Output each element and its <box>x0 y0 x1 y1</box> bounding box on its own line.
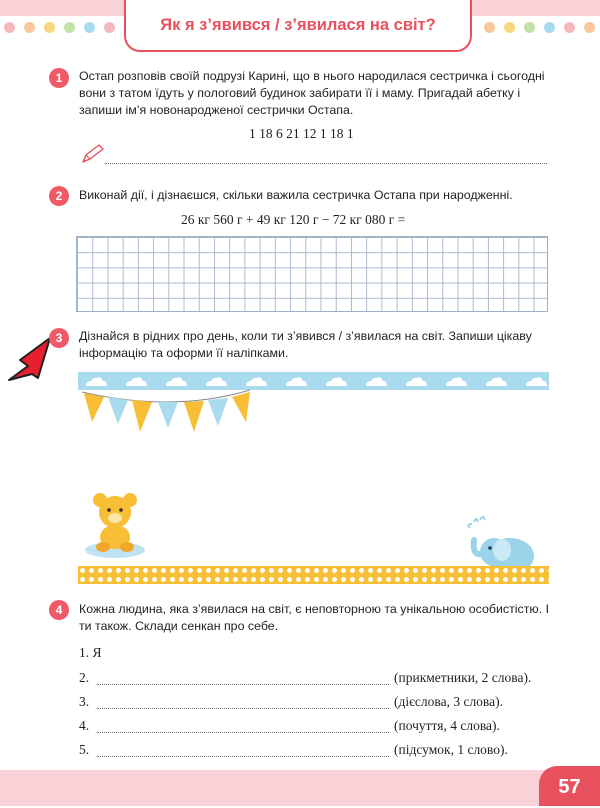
task-1-number: 1 <box>49 68 69 88</box>
header-strip <box>0 0 600 52</box>
dotted-ribbon <box>78 566 549 584</box>
sinkwain-line-3-answer[interactable] <box>97 708 389 709</box>
task-2-number: 2 <box>49 186 69 206</box>
sinkwain-line-5-hint: (підсумок, 1 слово). <box>394 742 508 757</box>
task-1-text: Остап розповів своїй подрузі Карині, що в нього народилася сестричка і сьогодні вони з татом їдуть у пологовий будинок забирати її і маму. Пригадай абетку і запиши ім’я новонародженої сестрички Остапа. <box>79 69 545 117</box>
sinkwain-line-4-label: 4. <box>79 718 90 733</box>
task-1-answer-line[interactable] <box>105 163 547 164</box>
task-4-text: Кожна людина, яка з’явилася на світ, є неповторною та унікальною особистістю. І ти також. Склади сенкан про себе. <box>79 602 550 633</box>
sinkwain-line-3-hint: (дієслова, 3 слова). <box>394 694 503 709</box>
sinkwain-line-5-label: 5. <box>79 742 90 757</box>
sinkwain-line-2-hint: (прикметники, 2 слова). <box>394 670 532 685</box>
sinkwain-line-3-label: 3. <box>79 694 90 709</box>
title-box <box>124 0 472 52</box>
task-3-text: Дізнайся в рідних про день, коли ти з’явився / з’явилася на світ. Запиши цікаву інформацію та оформи її наліпками. <box>79 329 532 360</box>
sinkwain-line-1-label: 1. Я <box>79 645 102 660</box>
bunting-decoration <box>80 388 252 438</box>
task-4-number: 4 <box>49 600 69 620</box>
task-2-equation: 26 кг 560 г + 49 кг 120 г − 72 кг 080 г = <box>181 212 406 227</box>
sinkwain-line-2-answer[interactable] <box>97 684 389 685</box>
pencil-icon <box>80 143 106 165</box>
task-3-number: 3 <box>49 328 69 348</box>
footer-band <box>0 770 600 806</box>
sinkwain-line-4-answer[interactable] <box>97 732 389 733</box>
teddy-bear-sticker <box>84 490 146 558</box>
sinkwain-line-2-label: 2. <box>79 670 90 685</box>
pointer-arrow-icon <box>4 334 56 384</box>
task-2-text: Виконай дії, і дізнаєшся, скільки важила сестричка Остапа при народженні. <box>79 188 513 202</box>
sinkwain-line-5-answer[interactable] <box>97 756 389 757</box>
sinkwain-line-4-hint: (почуття, 4 слова). <box>394 718 500 733</box>
page-number: 57 <box>539 766 600 806</box>
task-1-code: 1 18 6 21 12 1 18 1 <box>249 126 354 141</box>
page-title: Як я з’явився / з’явилася на світ? <box>160 16 436 34</box>
calculation-grid[interactable] <box>76 236 548 312</box>
